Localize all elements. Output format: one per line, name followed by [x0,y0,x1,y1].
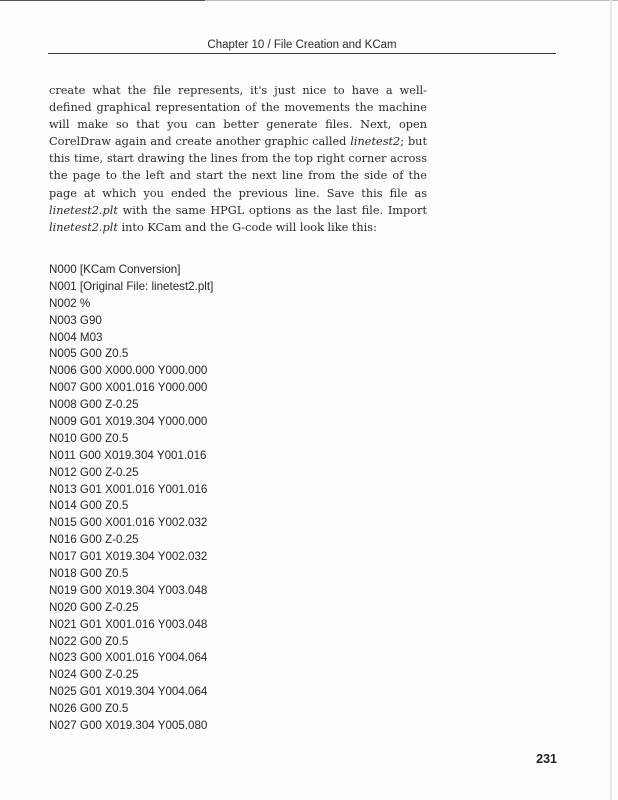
scan-page-edge [610,0,612,800]
gcode-line: N026 G00 Z0.5 [49,702,129,716]
gcode-line: N002 % [49,296,91,310]
gcode-line: N023 G00 X001.016 Y004.064 [49,651,208,665]
gcode-line: N016 G00 Z-0.25 [49,533,139,547]
paragraph-text-4: into KCam and the G-code will look like this: [117,220,377,234]
gcode-line: N017 G01 X019.304 Y002.032 [49,550,208,564]
gcode-line: N000 [KCam Conversion] [49,263,181,276]
body-paragraph [49,82,427,236]
scan-edge-rule [0,0,205,1]
gcode-line: N005 G00 Z0.5 [49,347,129,361]
gcode-line: N010 G00 Z0.5 [49,431,129,445]
gcode-line: N027 G00 X019.304 Y005.080 [49,719,208,733]
gcode-line: N014 G00 Z0.5 [49,499,129,513]
gcode-line: N001 [Original File: linetest2.plt] [49,279,214,293]
paragraph-text-1: create what the file represents, it's just nice to have a well-defined graphical representation of the movements the machine will make so that you can better generate files. Next, open CorelDraw again and create another graphic called [49,84,427,149]
gcode-line: N003 G90 [49,313,102,327]
running-head: Chapter 10 / File Creation and KCam [48,39,556,54]
filename-linetest2-plt: linetest2.plt [49,203,118,217]
scan-edge-rule-faint [205,0,618,1]
gcode-line: N008 G00 Z-0.25 [49,398,139,412]
paragraph-text-3: with the same HPGL options as the last file. Import [117,203,427,217]
gcode-line: N004 M03 [49,330,103,344]
gcode-line: N021 G01 X001.016 Y003.048 [49,617,208,631]
gcode-listing [49,262,213,735]
gcode-line: N007 G00 X001.016 Y000.000 [49,381,208,395]
gcode-line: N011 G00 X019.304 Y001.016 [49,448,207,462]
gcode-line: N006 G00 X000.000 Y000.000 [49,364,208,378]
gcode-line: N009 G01 X019.304 Y000.000 [49,415,208,429]
gcode-line: N015 G00 X001.016 Y002.032 [49,516,208,530]
filename-linetest2: linetest2 [350,135,401,149]
gcode-line: N012 G00 Z-0.25 [49,465,139,479]
gcode-line: N019 G00 X019.304 Y003.048 [49,583,208,597]
gcode-line: N024 G00 Z-0.25 [49,668,139,682]
gcode-line: N022 G00 Z0.5 [49,634,129,648]
gcode-line: N018 G00 Z0.5 [49,567,129,581]
gcode-line: N013 G01 X001.016 Y001.016 [49,482,208,496]
page-number: 231 [536,752,557,766]
gcode-line: N020 G00 Z-0.25 [49,600,139,614]
gcode-line: N025 G01 X019.304 Y004.064 [49,685,208,699]
paragraph-text-2: ; but this time, start drawing the lines from the top right corner across the page to the left and start the next line from the side of the page at which you ended the previous line. Save this file as [49,135,427,200]
filename-linetest2-plt-import: linetest2.plt [49,220,118,234]
